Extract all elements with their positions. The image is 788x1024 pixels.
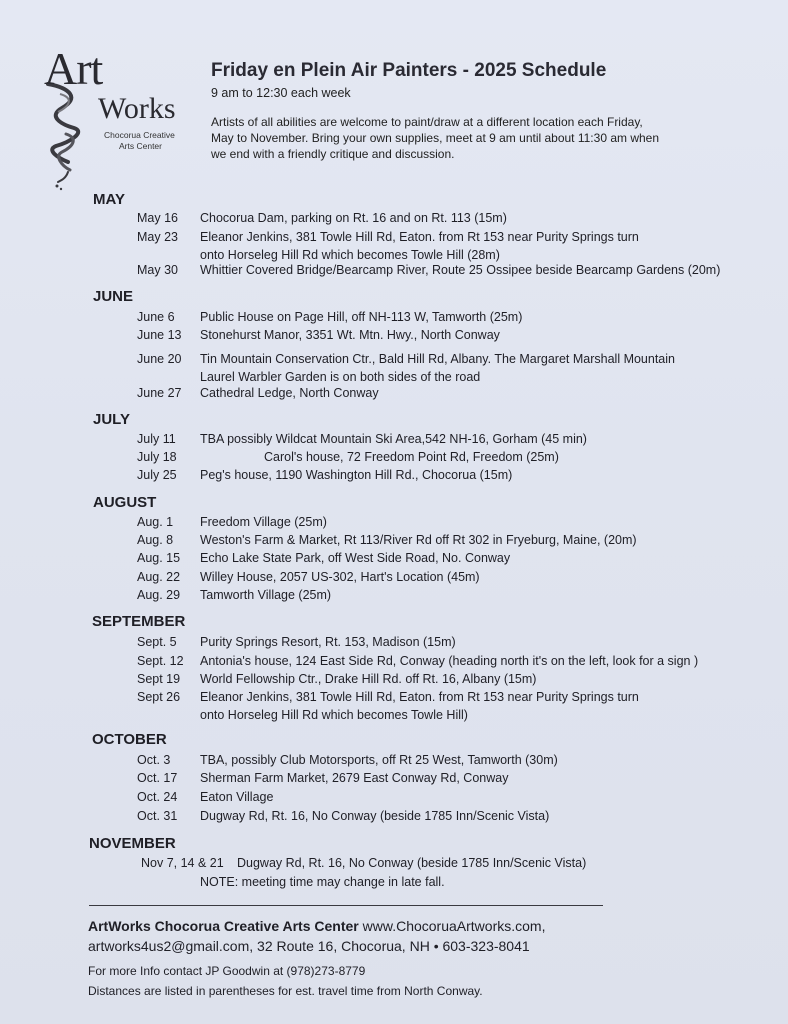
location-line: Dugway Rd, Rt. 16, No Conway (beside 1785 Inn/Scenic Vista) [200,809,550,823]
location-line: Sherman Farm Market, 2679 East Conway Rd, Conway [200,771,509,785]
schedule-date: Aug. 1 [137,515,174,529]
schedule-location [200,586,331,604]
schedule-date: Sept. 5 [137,635,177,649]
schedule-location [200,788,273,806]
location-line: Public House on Page Hill, off NH-113 W, Tamworth (25m) [200,310,523,324]
schedule-date: May 23 [137,230,178,244]
schedule-date: Aug. 15 [137,551,181,565]
schedule-date: May 16 [137,211,178,225]
schedule-location [200,769,508,787]
schedule-date: June 20 [137,352,182,366]
month-heading-june: JUNE [93,288,134,305]
schedule-date: Sept 26 [137,690,181,704]
month-heading-october: OCTOBER [92,731,167,748]
november-note: NOTE: meeting time may change in late fall. [200,875,445,889]
schedule-date: July 25 [137,468,177,482]
location-line: Willey House, 2057 US-302, Hart's Location (45m) [200,570,480,584]
location-line: Tamworth Village (25m) [200,588,332,602]
schedule-location [237,854,586,872]
location-line: World Fellowship Ctr., Drake Hill Rd. off Rt. 16, Albany (15m) [200,672,537,686]
footer-distances-note: Distances are listed in parentheses for est. travel time from North Conway. [88,984,483,998]
location-line: Weston's Farm & Market, Rt 113/River Rd off Rt 302 in Fryeburg, Maine, (20m) [200,533,637,547]
schedule-date: July 18 [137,450,177,464]
schedule-location [200,633,456,651]
schedule-date: Sept 19 [137,672,181,686]
schedule-date: Oct. 31 [137,809,178,823]
schedule-location [200,350,675,386]
location-line: Cathedral Ledge, North Conway [200,386,379,400]
location-line: Eleanor Jenkins, 381 Towle Hill Rd, Eaton. from Rt 153 near Purity Springs turn [200,690,639,704]
month-heading-may: MAY [93,191,125,208]
location-line: Whittier Covered Bridge/Bearcamp River, Route 25 Ossipee beside Bearcamp Gardens (20m) [200,263,721,277]
location-line: Echo Lake State Park, off West Side Road, No. Conway [200,551,511,565]
location-line: Antonia's house, 124 East Side Rd, Conway (heading north it's on the left, look for a sign ) [200,654,699,668]
schedule-location [200,513,327,531]
schedule-date: Oct. 17 [137,771,178,785]
schedule-location [200,652,698,670]
schedule-date: Aug. 22 [137,570,181,584]
schedule-date: June 27 [137,386,182,400]
schedule-location [200,751,558,769]
logo-subtitle-line1: Chocorua Creative [104,130,175,140]
schedule-location [200,466,512,484]
location-line: Dugway Rd, Rt. 16, No Conway (beside 1785 Inn/Scenic Vista) [237,856,587,870]
location-line: Tin Mountain Conservation Ctr., Bald Hill Rd, Albany. The Margaret Marshall Mountain [200,352,675,366]
schedule-location [200,261,720,279]
location-line: Chocorua Dam, parking on Rt. 16 and on Rt. 113 (15m) [200,211,507,225]
page-title: Friday en Plein Air Painters - 2025 Schedule [211,60,607,81]
schedule-location [200,807,549,825]
location-line: Purity Springs Resort, Rt. 153, Madison (15m) [200,635,456,649]
footer-more-info: For more Info contact JP Goodwin at (978)273-8779 [88,964,366,978]
website-link: www.ChocoruaArtworks.com, [362,918,546,934]
month-heading-july: JULY [93,411,130,428]
location-line: Freedom Village (25m) [200,515,327,529]
location-line: TBA possibly Wildcat Mountain Ski Area,542 NH-16, Gorham (45 min) [200,432,587,446]
schedule-location [264,448,559,466]
schedule-date: Nov 7, 14 & 21 [141,856,224,870]
footer-divider [89,905,603,906]
schedule-location [200,430,587,448]
intro-line: May to November. Bring your own supplies, meet at 9 am until about 11:30 am when [211,131,660,145]
schedule-location [200,384,379,402]
month-heading-september: SEPTEMBER [92,613,186,630]
artworks-logo [40,43,195,191]
schedule-location [200,228,639,264]
schedule-date: May 30 [137,263,178,277]
schedule-date: Aug. 29 [137,588,181,602]
location-line: onto Horseleg Hill Rd which becomes Towle Hill (28m) [200,248,500,262]
schedule-location [200,688,639,724]
schedule-date: Sept. 12 [137,654,184,668]
intro-line: we end with a friendly critique and discussion. [211,147,455,161]
schedule-date: July 11 [137,432,176,446]
location-line: TBA, possibly Club Motorsports, off Rt 25 West, Tamworth (30m) [200,753,558,767]
schedule-location [200,549,510,567]
schedule-location [200,308,522,326]
month-heading-november: NOVEMBER [89,835,176,852]
location-line: Laurel Warbler Garden is on both sides of the road [200,370,481,384]
location-line: Carol's house, 72 Freedom Point Rd, Freedom (25m) [264,450,559,464]
intro-line: Artists of all abilities are welcome to paint/draw at a different location each Friday, [211,115,643,129]
swirl-logo-icon [40,76,100,206]
location-line: Peg's house, 1190 Washington Hill Rd., Chocorua (15m) [200,468,513,482]
location-line: Stonehurst Manor, 3351 Wt. Mtn. Hwy., North Conway [200,328,500,342]
schedule-location [200,568,480,586]
schedule-location [200,531,637,549]
month-heading-august: AUGUST [93,494,157,511]
schedule-location [200,209,507,227]
meeting-hours: 9 am to 12:30 each week [211,86,351,100]
logo-art-text: Art [44,43,103,94]
schedule-date: Oct. 24 [137,790,178,804]
intro-paragraph [211,114,659,162]
org-name: ArtWorks Chocorua Creative Arts Center [88,918,359,934]
logo-works-text: Works [98,92,176,125]
location-line: onto Horseleg Hill Rd which becomes Towle Hill) [200,708,468,722]
location-line: Eaton Village [200,790,274,804]
logo-subtitle-line2: Arts Center [119,141,162,151]
schedule-location [200,326,500,344]
footer-organization [88,918,545,934]
schedule-date: June 13 [137,328,182,342]
schedule-location [200,670,536,688]
schedule-date: June 6 [137,310,175,324]
location-line: Eleanor Jenkins, 381 Towle Hill Rd, Eaton. from Rt 153 near Purity Springs turn [200,230,639,244]
schedule-date: Aug. 8 [137,533,174,547]
footer-contact: artworks4us2@gmail.com, 32 Route 16, Chocorua, NH • 603-323-8041 [88,938,530,954]
schedule-date: Oct. 3 [137,753,171,767]
